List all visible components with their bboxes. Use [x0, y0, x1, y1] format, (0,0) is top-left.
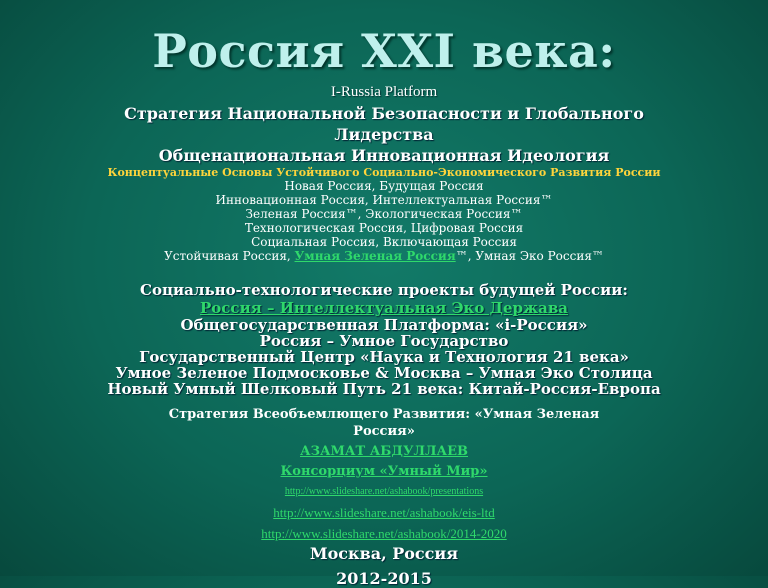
project-item: Общегосударственная Платформа: «i-Россия» [180, 316, 588, 334]
city-label: Москва, Россия [309, 544, 459, 563]
platform-label: I-Russia Platform [330, 84, 438, 100]
years-label: 2012-2015 [336, 569, 432, 588]
list-item: Социальная Россия, Включающая Россия [251, 235, 517, 249]
list-item-last [0, 249, 768, 263]
project-item: Умное Зеленое Подмосковье & Москва – Умная Эко Столица [115, 364, 653, 382]
project-item: Россия – Умное Государство [259, 332, 509, 350]
strategy-heading-line1: Стратегия Национальной Безопасности и Глобального [124, 104, 644, 123]
project-link[interactable]: Россия – Интеллектуальная Эко Держава [200, 299, 568, 317]
author-link[interactable]: АЗАМАТ АБДУЛЛАЕВ [299, 444, 468, 459]
smart-green-russia-link[interactable]: Умная Зеленая Россия [294, 249, 456, 263]
last-line-prefix: Устойчивая Россия, [164, 249, 295, 263]
url-link[interactable]: http://www.slideshare.net/ashabook/eis-ltd [273, 505, 495, 520]
projects-heading: Социально-технологические проекты будущей России: [140, 281, 628, 299]
concept-line: Концептуальные Основы Устойчивого Социально-Экономического Развития России [107, 166, 661, 179]
list-item: Технологическая Россия, Цифровая Россия [244, 221, 524, 235]
consortium-link[interactable]: Консорциум «Умный Мир» [280, 464, 488, 479]
list-item: Инновационная Россия, Интеллектуальная Россия™ [215, 193, 553, 207]
project-item: Новый Умный Шелковый Путь 21 века: Китай-Россия-Европа [107, 380, 661, 398]
last-line-suffix: ™, Умная Эко Россия™ [455, 249, 604, 263]
strategy-heading-line2: Лидерства [334, 125, 434, 144]
development-strategy-line1: Стратегия Всеобъемлющего Развития: «Умная Зеленая [168, 407, 600, 422]
list-item: Зеленая Россия™, Экологическая Россия™ [245, 207, 523, 221]
development-strategy-line2: Россия» [353, 424, 415, 439]
url-link[interactable]: http://www.slideshare.net/ashabook/2014-2020 [261, 526, 507, 541]
url-link[interactable]: http://www.slideshare.net/ashabook/presentations [284, 486, 484, 497]
project-item: Государственный Центр «Наука и Технология 21 века» [139, 348, 629, 366]
ideology-heading: Общенациональная Инновационная Идеология [158, 146, 610, 165]
list-item: Новая Россия, Будущая Россия [284, 179, 484, 193]
slide-title: Россия XXI века: [152, 24, 616, 78]
